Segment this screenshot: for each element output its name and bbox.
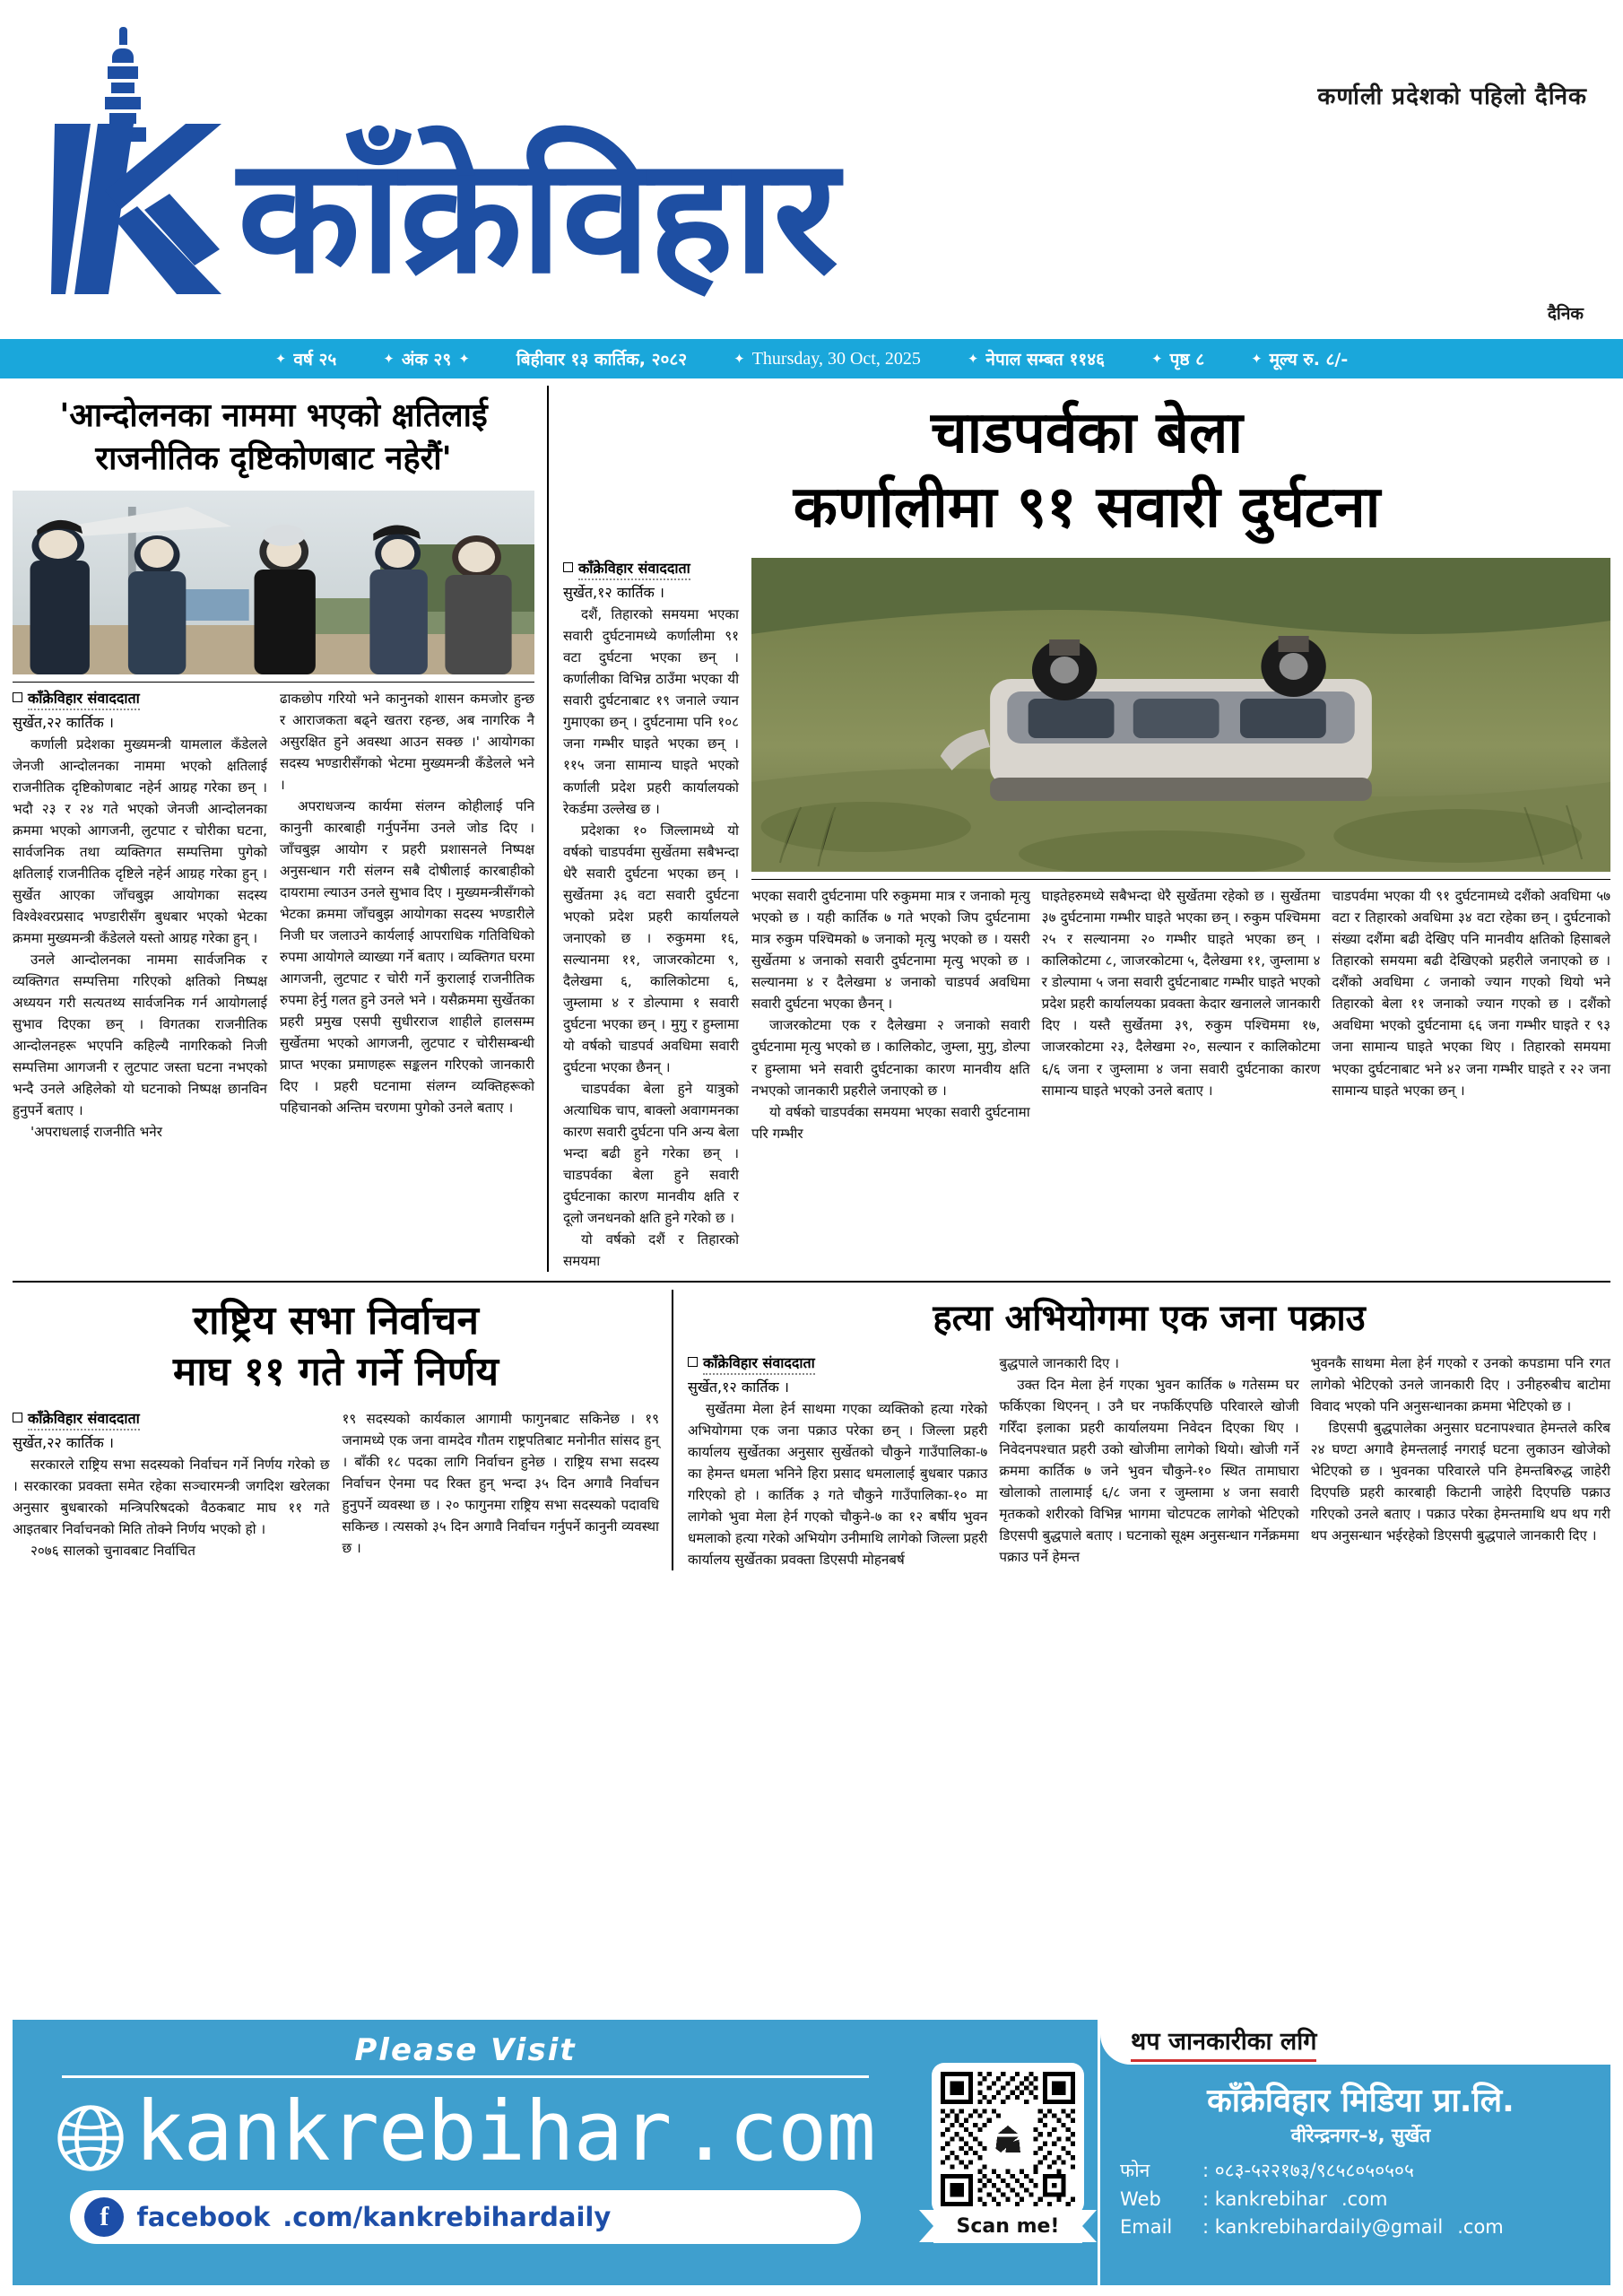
- left-headline-line2: राजनीतिक दृष्टिकोणबाट नहेरौं': [95, 439, 452, 477]
- k-monogram-icon: [51, 124, 221, 294]
- lead-photo-rule: [751, 879, 1610, 880]
- ad-email-tld: .com: [1457, 2216, 1504, 2238]
- mid-left-headline-line1: राष्ट्रिय सभा निर्वाचन: [193, 1297, 479, 1344]
- lead-headline-line2: कर्णालीमा ९१ सवारी दुर्घटना: [793, 474, 1381, 542]
- ad-email-label: Email: [1120, 2216, 1173, 2238]
- ad-website-block[interactable]: [13, 2020, 918, 2285]
- byline-name: काँक्रेविहार संवाददाता: [703, 1352, 815, 1375]
- paragraph: २०७६ सालको चुनावबाट निर्वाचित: [30, 1543, 195, 1560]
- paragraph: अपराधजन्य कार्यमा संलग्न कोहीलाई पनि कानुनी कारबाही गर्नुपर्नेमा उनले जोड दिए । जाँचबुझ आयोग र प्रहरी प्रशासनले निष्पक्ष अनुसन्धान गरी संलग्न सबै दोषीलाई कारबाहीको दायरामा ल्याउन उनले सुभाव दिए । मुख्यमन्त्रीसँगको भेटका क्रममा जाँचबुझ आयोगका सदस्य भण्डारीले निजी घर जलाउने कार्यलाई आपराधिक गतिविधिको रुपमा आयोगले व्याख्या गर्ने बताए । व्यक्तिगत घरमा आगजनी, लुटपाट र चोरी गर्ने कुरालाई राजनीतिक रुपमा हेर्नु गलत हुने उनले भने । यसैक्रममा सुर्खेतका प्रहरी प्रमुख एसपी सुधीरराज शाहीले हालसम्म सुर्खेतमा भएको आगजनी, लुटपाट र चोरीसम्बन्धी प्राप्त भएका प्रमाणहरू सङ्कलन गरिएको जानकारी दिए । प्रहरी घटनामा संलग्न व्यक्तिहरूको पहिचानको अन्तिम चरणमा पुगेको उनले बताए ।: [280, 798, 534, 1117]
- ad-web-value: : kankrebihar .com: [1202, 2187, 1388, 2210]
- lead-story-right-block: [751, 558, 1610, 1271]
- mid-right-text-3: [1311, 1352, 1610, 1546]
- masthead: [0, 0, 1623, 339]
- left-story-col-2: [280, 688, 534, 1143]
- paragraph: भएका सवारी दुर्घटनामा परि रुकुममा मात्र र जनाको मृत्यु भएको छ । यही कार्तिक ७ गते भएको जिप दुर्घटनामा मात्र रुकुम पश्चिमको ७ जनाको मृत्यु भएको छ । यसरी सुर्खेतमा ४ जनाको सवारी दुर्घटनामा मृत्यु भएको छ । सल्यानमा ४ र दैलेखमा ४ जनाको चाडपर्व अवधिमा सवारी दुर्घटना भएका छैनन् ।: [751, 888, 1030, 1013]
- paragraph: १९ सदस्यको कार्यकाल आगामी फागुनबाट सकिनेछ । १९ जनामध्ये एक जना वामदेव गौतम राष्ट्रपतिबाट मनोनीत सांसद हुन् । बाँकी १८ पदका लागि निर्वाचन हुनेछ । राष्ट्रिय सभा सदस्य निर्वाचन ऐनमा पद रिक्त हुन् भन्दा ३५ दिन अगावै निर्वाचन हुनुपर्ने व्यवस्था छ । २० फागुनमा राष्ट्रिय सभा सदस्यको पदावधि सकिन्छ । त्यसको ३५ दिन अगावै निर्वाचन गर्नुपर्ने कानुनी व्यवस्था छ ।: [342, 1411, 659, 1557]
- paragraph: उनले आन्दोलनका नाममा सार्वजनिक र व्यक्तिगत सम्पत्तिमा गरिएको क्षतिको निष्पक्ष अध्ययन गरी सत्यतथ्य सार्वजनिक गर्न आयोगलाई सुभाव दिएका छन् । विगतका राजनीतिक आन्दोलनहरू भएपनि कहिल्यै नागरिकको निजी सम्पत्तिमा आगजनी र लुटपाट जस्ता घटना नभएको भन्दै उनले अहिलेको यो घटनाको निष्पक्ष छानविन हुनुपर्ने बताए ।: [13, 952, 267, 1119]
- ad-qr-block[interactable]: [918, 2020, 1098, 2285]
- ad-contact-rows: [1120, 2157, 1601, 2242]
- lead-story-col-3: [1042, 885, 1321, 1144]
- paragraph: 'अपराधलाई राजनीति भनेर: [30, 1124, 162, 1141]
- left-story-text-2: [280, 688, 534, 1118]
- ad-facebook-handle: .com/kankrebihardaily: [282, 2202, 612, 2232]
- left-story-headline: [13, 386, 534, 491]
- mid-right-text-1: [688, 1398, 987, 1570]
- section-divider: [13, 1281, 1610, 1283]
- mid-right-story: [672, 1290, 1610, 1570]
- info-pages: [1128, 347, 1228, 370]
- lead-story-body: [563, 558, 1610, 1271]
- paragraph: चाडपर्वका बेला हुने यात्रुको अत्याधिक चाप, बाक्लो अवागमनका कारण सवारी दुर्घटना पनि अन्य बेला भन्दा बढी हुने गरेका छन् । चाडपर्वका बेला हुने सवारी दुर्घटनाका कारण मानवीय क्षति र दूलो जनधनको क्षति हुने गरेको छ ।: [563, 1080, 739, 1226]
- paragraph: ढाकछोप गरियो भने कानुनको शासन कमजोर हुन्छ र आराजकता बढ्ने खतरा रहन्छ, अब नागरिक नै असुरक्षित हुने अवस्था आउन सक्छ ।' आयोगका सदस्य भण्डारीसँगको भेटमा मुख्यमन्त्री कँडेलले भने ।: [280, 691, 534, 794]
- byline-place: सुर्खेत,२२ कार्तिक ।: [13, 714, 114, 732]
- lead-story: [547, 386, 1610, 1272]
- ad-phone-row: [1120, 2157, 1601, 2186]
- ad-visit-text: Please Visit: [354, 2032, 577, 2068]
- mid-right-columns: [688, 1352, 1610, 1570]
- diamond-icon: ✦: [1251, 350, 1263, 367]
- paragraph: बुद्धपाले जानकारी दिए ।: [999, 1354, 1120, 1371]
- mid-right-headline-line1: हत्या अभियोगमा एक जना पक्राउ: [933, 1297, 1366, 1339]
- byline-place: सुर्खेत,२२ कार्तिक ।: [13, 1434, 114, 1452]
- left-photo-rule: [13, 682, 534, 683]
- byline-name: काँक्रेविहार संवाददाता: [578, 558, 690, 580]
- byline-square-icon: [563, 562, 573, 572]
- kankrebihar-logo-icon: [49, 27, 229, 296]
- top-row: [13, 386, 1610, 1272]
- bottom-row: [13, 1290, 1610, 1570]
- paragraph: जाजरकोटमा एक र दैलेखमा २ जनाको सवारी दुर्घटनामा मृत्यु भएको छ । कालिकोट, जुम्ला, मुगु, डोल्पा र हुम्लामा भने सवारी दुर्घटनाका कारण मानवीय क्षति नभएको जानकारी प्रहरीले जनाएको छ ।: [751, 1017, 1030, 1099]
- left-story-col-1: [13, 688, 267, 1143]
- mid-right-col-3: [1311, 1352, 1610, 1570]
- diamond-icon: ✦: [458, 350, 470, 367]
- byline-square-icon: [13, 692, 22, 702]
- byline-place: सुर्खेत,१२ कार्तिक ।: [563, 584, 664, 602]
- facebook-icon: f: [84, 2197, 124, 2237]
- left-story-text-1: [13, 734, 267, 1143]
- mid-right-col-1: [688, 1352, 987, 1570]
- lead-story-photo: [751, 558, 1610, 872]
- mid-right-byline: [688, 1352, 987, 1396]
- advertisement-banner[interactable]: [13, 2020, 1610, 2285]
- paragraph: दशैं, तिहारको समयमा भएका सवारी दुर्घटनामध्ये कर्णालीमा ९१ वटा दुर्घटना भएका छन् । कर्णालीका विभिन्न ठाउँमा भएका यी सवारी दुर्घटनाबाट १९ जनाले ज्यान गुमाएका छन् । दुर्घटनामा पनि १०८ जना गम्भीर घाइते भएका छन् । ११५ जना सामान्य घाइते भएको कर्णाली प्रदेश प्रहरी कार्यालयको रेकर्डमा उल्लेख छ ।: [563, 606, 739, 817]
- left-headline-line1: 'आन्दोलनका नाममा भएको क्षतिलाई: [59, 397, 488, 434]
- byline-square-icon: [13, 1413, 22, 1422]
- ad-email-value: : kankrebihardaily@gmail .com: [1202, 2216, 1504, 2238]
- lead-story-text-4: [1332, 885, 1610, 1100]
- mid-left-text-1: [13, 1454, 330, 1561]
- mid-left-col-1: [13, 1408, 330, 1561]
- ad-email-row: [1120, 2213, 1601, 2242]
- ad-phone-number: ०८३-५२२१७३/९८५८०५०५०५: [1214, 2160, 1414, 2181]
- paragraph: यो वर्षको दशैं र तिहारको समयमा: [563, 1231, 739, 1269]
- lead-story-text-1: [563, 604, 739, 1271]
- lead-story-columns: [751, 885, 1610, 1144]
- paragraph: डिएसपी बुद्धपालेका अनुसार घटनापश्चात हेमन्तले करिब २४ घण्टा अगावै हेमन्तलाई नगराई घटना लुकाउन खोजेको भेटिएको छ । भुवनका परिवारले पनि हेमन्तबिरुद्ध जाहेरी दिएपछि प्रहरी कारबाही किटानी जाहेरी दिएपछि पक्राउ गरिएको उनले बताए । पक्राउ परेका हेमन्तमाथि थप थप गरी थप अनुसन्धान भईरहेको डिएसपी बुद्धपाले जानकारी दिए ।: [1310, 1419, 1610, 1544]
- ad-facebook-bar[interactable]: [70, 2190, 860, 2244]
- info-english-date-label: Thursday, 30 Oct, 2025: [751, 348, 921, 369]
- info-issue-label: अंक २९: [401, 350, 452, 370]
- ad-website-url[interactable]: [56, 2083, 875, 2179]
- masthead-tagline: कर्णाली प्रदेशको पहिलो दैनिक: [1317, 83, 1587, 110]
- info-bar: [0, 339, 1623, 380]
- paragraph: सुर्खेतमा मेला हेर्न साथमा गएका व्यक्तिको हत्या गरेको अभियोगमा एक जना पक्राउ परेका छन् । जिल्ला प्रहरी कार्यालय सुर्खेतका अनुसार सुर्खेतको चौकुने गाउँपालिका-७ का हेमन्त धमला भनिने हिरा प्रसाद धमलालाई बुधबार पक्राउ गरिएको हो । कार्तिक ३ गते चौकुने गाउँपालिका-१० मा लागेको भुवा मेला हेर्न गएको चौकुने-७ का १२ बर्षीय भुवन धमलाको हत्या गरेको अभियोग उनीमाथि लागेको जिल्ला प्रहरी कार्यालय सुर्खेतका प्रवक्ता डिएसपी मोहनबर्ष: [688, 1400, 988, 1568]
- qr-caption: Scan me!: [933, 2210, 1083, 2243]
- paragraph: प्रदेशका १० जिल्लामध्ये यो वर्षको चाडपर्वमा सुर्खेतमा सबैभन्दा धेरै सवारी दुर्घटना भएका छन् । सुर्खेतमा ३६ वटा सवारी दुर्घटना भएको प्रदेश प्रहरी कार्यालयले जनाएको छ । रुकुममा १६, सल्यानमा ११, जाजरकोटमा ९, दैलेखमा ६, कालिकोटमा ६, जुम्लामा ४ र डोल्पामा १ सवारी दुर्घटना भएका छन् । मुगु र हुम्लामा यो वर्षको चाडपर्व अवधिमा सवारी दुर्घटना भएका छैनन् ।: [563, 822, 739, 1075]
- ad-domain-main: kankrebihar: [135, 2083, 672, 2179]
- info-price: [1228, 347, 1371, 370]
- info-english-date: [710, 349, 944, 370]
- info-price-label: मूल्य रु. ८/-: [1269, 350, 1349, 370]
- info-nepal-sambat: [944, 347, 1128, 370]
- ad-email-address: kankrebihardaily@gmail: [1214, 2216, 1444, 2238]
- lead-headline-line1: चाडपर्वका बेला: [931, 400, 1243, 466]
- qr-card: [932, 2063, 1084, 2215]
- masthead-title: काँक्रेविहार: [238, 123, 838, 309]
- lead-story-text-2: [751, 885, 1030, 1144]
- mid-right-col-2: [999, 1352, 1298, 1570]
- ad-company-address: वीरेन्द्रनगर–४, सुर्खेत: [1290, 2125, 1431, 2146]
- lead-story-col-2: [751, 885, 1030, 1144]
- byline-name: काँक्रेविहार संवाददाता: [28, 688, 140, 710]
- paragraph: कर्णाली प्रदेशका मुख्यमन्त्री यामलाल कँडेलले जेनजी आन्दोलनका नाममा भएको क्षतिलाई राजनीतिक दृष्टिकोणबाट नहेर्न आग्रह गरेका छन् । भदौ २३ र २४ गते भएको जेनजी आन्दोलनका क्रममा भएको आगजनी, लुटपाट र चोरीका घटना, सार्वजनिक तथा व्यक्तिगत सम्पत्तिमा पुगेको क्षतिलाई राजनीतिक दृष्टिले नहेर्न आग्रह गरेका हुन् । सुर्खेत आएका जाँचबुझ आयोगका सदस्य विश्वेश्वरप्रसाद भण्डारीसँग बुधबार भएको भेटका क्रममा मुख्यमन्त्री कँडेलले यस्तो आग्रह गरेका हुन् ।: [13, 736, 267, 947]
- mid-left-story: [13, 1290, 672, 1570]
- paragraph: चाडपर्वमा भएका यी ९१ दुर्घटनामध्ये दशैंको अवधिमा ५७ वटा र तिहारको अवधिमा ३४ वटा रहेका छन् । दुर्घटनाको संख्या दशैंमा बढी देखिए पनि मानवीय क्षतिको हिसाबले तिहारको समयमा बढी देखिएको प्रहरीले जनाएको छ । दशैंको अवधिमा ८ जनाको ज्यान गएको थियो भने तिहारको बेला ११ जनाको ज्यान गएको छ । दशैंको अवधिमा भएको दुर्घटनामा ६६ जना गम्भीर घाइते र ९३ जना सामान्य घाइते भएका थिए । तिहारको समयमा भएका दुर्घटनाबाट भने ४२ जना गम्भीर घाइते र २२ जना सामान्य घाइते भएका छन् ।: [1332, 888, 1611, 1099]
- mid-left-headline-line2: माघ ११ गते गर्ने निर्णय: [173, 1349, 499, 1396]
- diamond-icon: ✦: [274, 350, 287, 367]
- ad-contact-block: [1098, 2020, 1610, 2285]
- paragraph: सरकारले राष्ट्रिय सभा सदस्यको निर्वाचन गर्ने निर्णय गरेको छ । सरकारका प्रवक्ता समेत रहेका सञ्चारमन्त्री जगदिश खरेलका अनुसार बुधबारको मन्त्रिपरिषदको वैठकबाट माघ ११ गते आइतबार निर्वाचनको मिति तोक्ने निर्णय भएको हो ।: [13, 1457, 330, 1538]
- lead-story-text-3: [1042, 885, 1321, 1100]
- ad-more-info-label: थप जानकारीका लगि: [1131, 2023, 1316, 2062]
- mid-left-headline: [13, 1290, 659, 1408]
- mid-left-byline: [13, 1408, 330, 1452]
- ad-web-tld: .com: [1341, 2187, 1388, 2210]
- ad-phone-label: फोन: [1120, 2160, 1150, 2181]
- paragraph: भुवनकै साथमा मेला हेर्न गएको र उनको कपडामा पनि रगत लागेको भेटिएको उनले जानकारी दिए । उनीहरुबीच बाटोमा विवाद भएको पनि अनुसन्धानका क्रममा भेटिएको छ ।: [1310, 1354, 1610, 1414]
- paragraph: उक्त दिन मेला हेर्न गएका भुवन कार्तिक ७ गतेसम्म घर फर्किएका थिएनन् । उनै घर नफर्किएपछि परिवारले खोजी गरिँदा इलाका प्रहरी कार्यालयमा निवेदन दिएका थिए । निवेदनपश्चात प्रहरी उको खोजीमा लागेको थियो। खोजी गर्ने क्रममा कार्तिक ७ जने भुवन चौकुने-१० स्थित तामाघारा खोलाको तालामाई ६/८ जना र जुम्लामा ४ जना सवारी मृतकको शरीरको विभिन्न भागमा चोटपटक लागेको भेटिएको डिएसपी बुद्धपाले बताए । घटनाको सूक्ष्म अनुसन्धान गर्नेक्रममा पक्राउ पर्ने हेमन्त: [999, 1376, 1299, 1565]
- left-story-photo: [13, 491, 534, 674]
- ad-divider: [62, 2075, 870, 2078]
- masthead-logo-block: [49, 27, 838, 309]
- diamond-icon: ✦: [967, 350, 979, 367]
- info-issue: [360, 347, 493, 370]
- lead-story-headline: [563, 386, 1610, 558]
- diamond-icon: ✦: [1151, 350, 1163, 367]
- info-pages-label: पृष्ठ ८: [1169, 350, 1205, 370]
- byline-square-icon: [688, 1357, 698, 1367]
- qr-code-icon: [941, 2072, 1075, 2206]
- info-nepali-date: [493, 347, 710, 370]
- byline-place: सुर्खेत,१२ कार्तिक ।: [688, 1378, 789, 1396]
- mid-left-col-2: [343, 1408, 660, 1561]
- ad-domain-tld: .com: [680, 2083, 875, 2179]
- info-year-label: वर्ष २५: [293, 350, 337, 370]
- mid-left-columns: [13, 1408, 659, 1561]
- ad-phone-value: : ०८३-५२२१७३/९८५८०५०५०५: [1202, 2160, 1414, 2181]
- ad-facebook-label: facebook: [136, 2202, 271, 2232]
- ad-web-label: Web: [1120, 2187, 1161, 2210]
- info-nepali-date-label: बिहीवार १३ कार्तिक, २०८२: [516, 350, 688, 370]
- left-story-byline: [13, 688, 267, 732]
- ad-web-domain: kankrebihar: [1214, 2187, 1327, 2210]
- info-year: [252, 347, 360, 370]
- left-top-story: [13, 386, 547, 1272]
- mid-right-text-2: [999, 1352, 1298, 1568]
- paragraph: घाइतेहरुमध्ये सबैभन्दा धेरै सुर्खेतमा रहेको छ । सुर्खेतमा ३७ दुर्घटनामा गम्भीर घाइते भएका छन् । रुकुम पश्चिममा २५ र सल्यानमा २० गम्भीर घाइते भएका छन् । कालिकोटमा ८, जाजरकोटमा ५, दैलेखमा ११, जुम्लामा ४ र डोल्पामा ५ जना सवारी दुर्घटनाबाट गम्भीर घाइते भएको प्रदेश प्रहरी कार्यालयका प्रवक्ता केदार खनालले जानकारी दिए । यस्तै सुर्खेतमा ३९, रुकुम पश्चिममा १७, जाजरकोटमा २३, दैलेखमा २०, सल्यान र कालिकोटमा ६/६ जना र जुम्लामा ४ जना सवारी दुर्घटनाका कारण सामान्य घाइते भएको उनले बताए ।: [1041, 888, 1321, 1099]
- paragraph: यो वर्षको चाडपर्वका समयमा भएका सवारी दुर्घटनामा परि गम्भीर: [751, 1103, 1030, 1142]
- byline-name: काँक्रेविहार संवाददाता: [28, 1408, 140, 1431]
- info-nepal-sambat-label: नेपाल सम्बत ११४६: [985, 350, 1106, 370]
- lead-story-col-4: [1332, 885, 1610, 1144]
- lead-story-col-1: [563, 558, 739, 1271]
- lead-story-byline: [563, 558, 739, 602]
- masthead-subtitle: दैनिक: [1547, 304, 1584, 324]
- page-content: [0, 380, 1623, 1570]
- ad-company-name: काँक्रेविहार मिडिया प्रा.लि.: [1207, 2083, 1515, 2119]
- left-story-columns: [13, 688, 534, 1143]
- diamond-icon: ✦: [733, 350, 745, 367]
- globe-icon: [56, 2097, 126, 2167]
- ad-web-row: [1120, 2186, 1601, 2214]
- mid-right-headline: [688, 1290, 1610, 1352]
- diamond-icon: ✦: [383, 350, 395, 367]
- mid-left-text-2: [343, 1408, 660, 1559]
